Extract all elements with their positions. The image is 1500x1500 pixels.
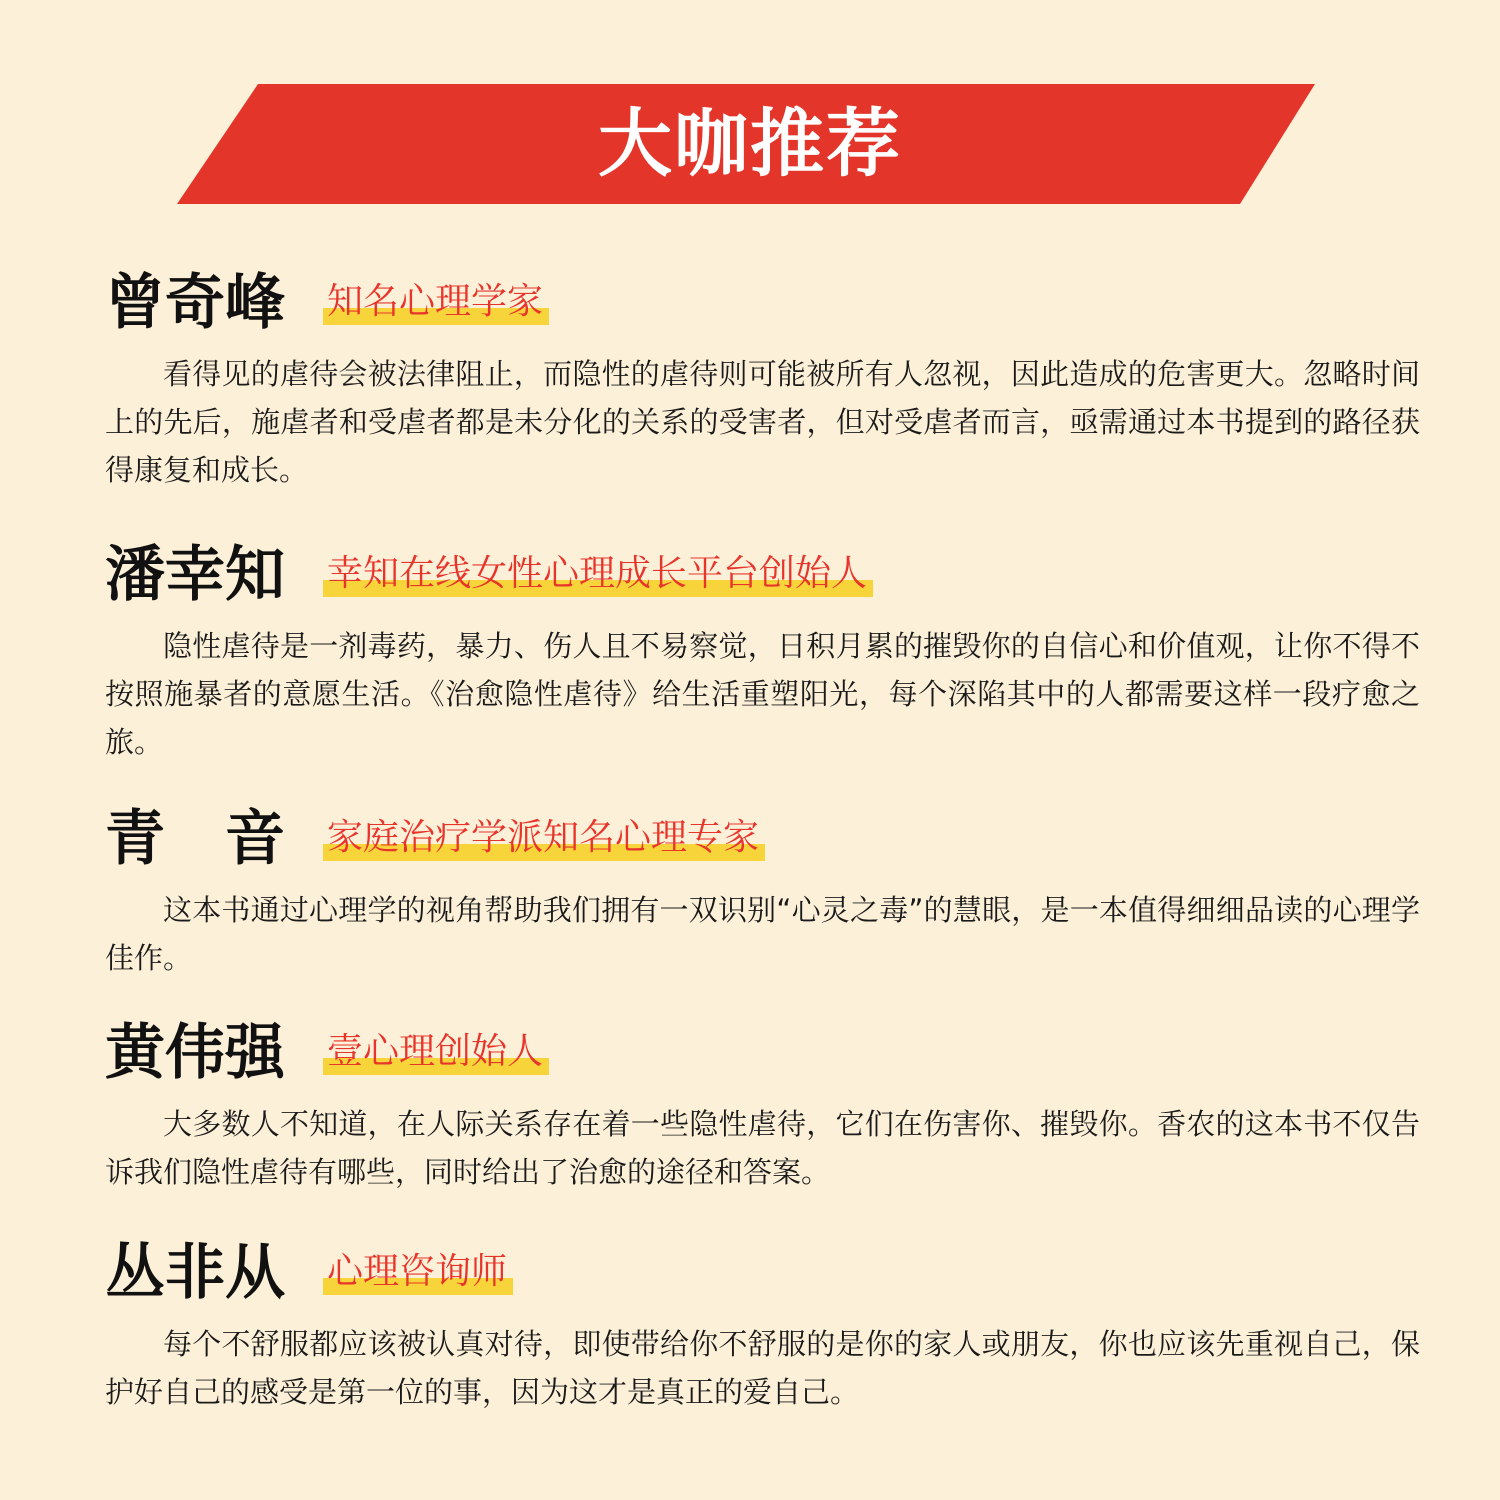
- recommendation-text: 看得见的虐待会被法律阻止，而隐性的虐待则可能被所有人忽视，因此造成的危害更大。忽略时间上的先后，施虐者和受虐者都是未分化的关系的受害者，但对受虐者而言，亟需通过本书提到的路径获得康复和成长。: [105, 357, 1420, 487]
- recommender-title-wrap: [327, 1250, 507, 1298]
- recommender-title: 知名心理学家: [327, 281, 544, 322]
- recommender-title-wrap: [327, 1030, 543, 1078]
- recommendation-entry: [105, 1020, 1420, 1196]
- recommender-name: 曾奇峰: [105, 268, 285, 338]
- recommender-name: 丛非从: [105, 1238, 285, 1308]
- recommender-name: 潘幸知: [105, 540, 285, 610]
- recommender-title-wrap: [327, 280, 543, 328]
- recommendation-entry: [105, 1240, 1420, 1416]
- recommender-title: 心理咨询师: [327, 1251, 508, 1292]
- recommendation-text: 大多数人不知道，在人际关系存在着一些隐性虐待，它们在伤害你、摧毁你。香农的这本书不仅告诉我们隐性虐待有哪些，同时给出了治愈的途径和答案。: [105, 1107, 1420, 1189]
- recommendation-entry: [105, 270, 1420, 494]
- recommender-title: 壹心理创始人: [327, 1031, 544, 1072]
- recommender-title-wrap: [327, 816, 759, 864]
- recommender-name: 黄伟强: [105, 1018, 285, 1088]
- banner-title: 大咖推荐: [598, 101, 902, 187]
- recommendation-text: 这本书通过心理学的视角帮助我们拥有一双识别“心灵之毒”的慧眼，是一本值得细细品读的心理学佳作。: [105, 893, 1420, 975]
- recommender-title: 家庭治疗学派知名心理专家: [327, 817, 760, 858]
- entry-header: [105, 270, 1420, 340]
- recommender-name: 青 音: [105, 804, 285, 874]
- recommendation-text: 每个不舒服都应该被认真对待，即使带给你不舒服的是你的家人或朋友，你也应该先重视自己，保护好自己的感受是第一位的事，因为这才是真正的爱自己。: [105, 1327, 1420, 1409]
- entry-header: [105, 806, 1420, 876]
- recommendation-text: 隐性虐待是一剂毒药，暴力、伤人且不易察觉，日积月累的摧毁你的自信心和价值观，让你不得不按照施暴者的意愿生活。《治愈隐性虐待》给生活重塑阳光，每个深陷其中的人都需要这样一段疗愈之旅。: [105, 629, 1420, 759]
- recommendation-entry: [105, 542, 1420, 766]
- entry-header: [105, 1020, 1420, 1090]
- recommender-title-wrap: [327, 552, 867, 600]
- entry-header: [105, 1240, 1420, 1310]
- banner: [0, 84, 1500, 204]
- entry-header: [105, 542, 1420, 612]
- recommendation-entry: [105, 806, 1420, 982]
- recommender-title: 幸知在线女性心理成长平台创始人: [327, 553, 868, 594]
